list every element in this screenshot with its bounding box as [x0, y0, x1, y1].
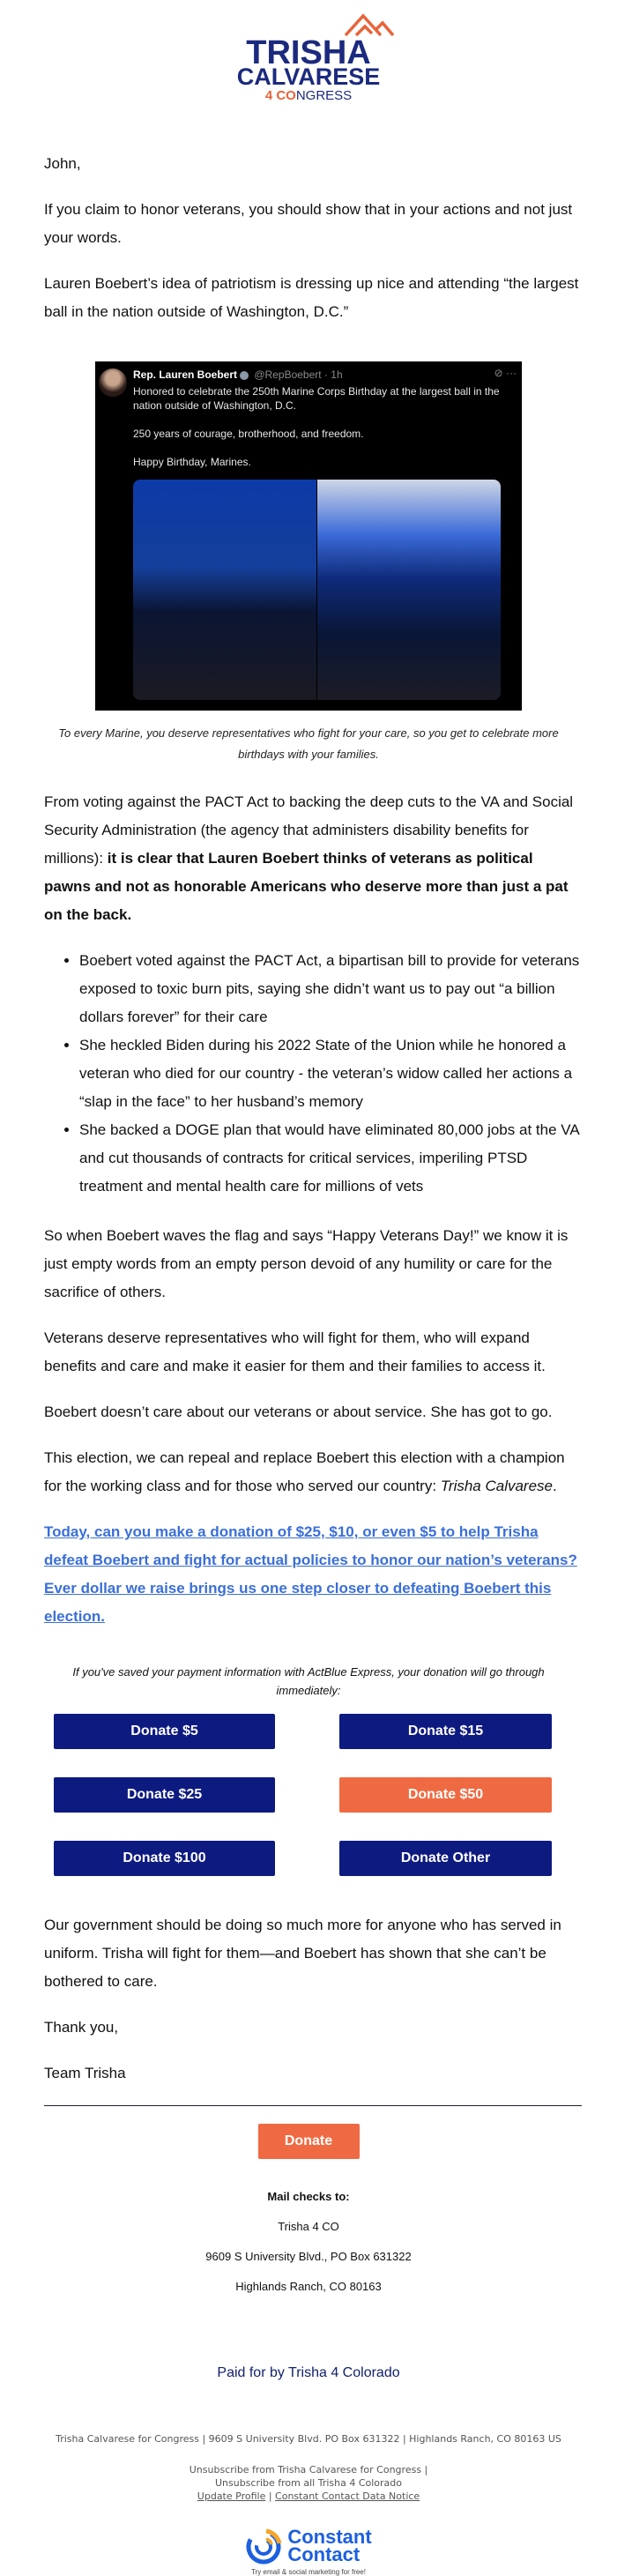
tweet-photo-group	[133, 480, 316, 700]
election-text: This election, we can repeal and replace Boebert this election with a champion for the working class and for those who served our country:	[44, 1449, 565, 1494]
paragraph: Boebert doesn’t care about our veterans or about service. She has got to go.	[44, 1403, 553, 1420]
intro-paragraph: If you claim to honor veterans, you should show that in your actions and not just your words.	[44, 201, 573, 246]
footer-address: Trisha Calvarese for Congress | 9609 S University Blvd. PO Box 631322 | Highlands Ranch, CO 80163 US	[56, 2433, 561, 2445]
image-caption: To every Marine, you deserve representatives who fight for your care, so you get to celebrate more birthdays with your families.	[58, 726, 559, 761]
logo-line3	[35, 88, 582, 103]
tweet-line: Honored to celebrate the 250th Marine Corps Birthday at the largest ball in the nation outside of Washington, D.C.	[133, 385, 500, 412]
tweet-line: Happy Birthday, Marines.	[133, 456, 251, 468]
donate-buttons	[35, 1714, 582, 1876]
intro-paragraph: Lauren Boebert’s idea of patriotism is dressing up nice and attending “the largest ball in the nation outside of Washington, D.C.”	[44, 275, 579, 320]
logo-rest: NGRESS	[295, 88, 353, 103]
cc-word: Contact	[287, 2543, 361, 2565]
election-paragraph	[44, 1444, 582, 1500]
tweet-handle: @RepBoebert · 1h	[254, 369, 343, 381]
mail-checks	[35, 2189, 582, 2295]
donate-50-button[interactable]: Donate $50	[339, 1777, 552, 1813]
tweet-screenshot	[95, 361, 522, 711]
data-notice-link[interactable]: Constant Contact Data Notice	[275, 2490, 420, 2502]
paid-for-disclaimer: Paid for by Trisha 4 Colorado	[217, 2365, 400, 2380]
pact-paragraph	[44, 788, 582, 929]
donate-15-button[interactable]: Donate $15	[339, 1714, 552, 1749]
mail-line: Highlands Ranch, CO 80163	[235, 2280, 382, 2293]
mail-heading: Mail checks to:	[267, 2190, 350, 2203]
tweet-menu-icon: ⊘ ···	[494, 367, 517, 379]
footer	[35, 2432, 582, 2503]
donate-25-button[interactable]: Donate $25	[54, 1777, 275, 1813]
thanks: Thank you,	[44, 2019, 119, 2036]
logo-line2: CALVARESE	[236, 63, 381, 90]
tweet-author: Rep. Lauren Boebert	[133, 369, 238, 381]
paragraph: So when Boebert waves the flag and says “Happy Veterans Day!” we know it is just empty words from an empty person devoid of any humility or care for the sacrifice of others.	[44, 1227, 569, 1300]
donate-5-button[interactable]: Donate $5	[54, 1714, 275, 1749]
list-item: • Boebert voted against the PACT Act, a bipartisan bill to provide for veterans exposed to toxic burn pits, saying she didn’t want us to pay out “a billion dollars forever” for their care	[79, 947, 582, 1031]
constant-contact-icon	[245, 2528, 282, 2565]
closing-paragraph: Our government should be doing so much more for anyone who has served in uniform. Trisha will fight for them—and Boebert has shown that she can’t be bothered to care.	[44, 1917, 561, 1990]
separator: |	[421, 2464, 428, 2475]
tweet-header	[133, 369, 343, 381]
cc-word: Constant	[287, 2526, 372, 2548]
pact-bold: it is clear that Lauren Boebert thinks of veterans as political pawns and not as honorable Americans who deserve more than just a pat on the back.	[44, 850, 569, 923]
avatar	[99, 369, 127, 397]
period: .	[553, 1478, 557, 1494]
logo-accent: 4 CO	[264, 88, 296, 103]
divider	[44, 2105, 582, 2106]
bullet-list	[44, 947, 582, 1201]
candidate-name: Trisha Calvarese	[440, 1478, 554, 1494]
unsubscribe-link[interactable]: Unsubscribe from Trisha Calvarese for Congress	[189, 2464, 422, 2475]
tweet-text	[133, 384, 515, 469]
update-profile-link[interactable]: Update Profile	[197, 2490, 266, 2502]
list-item: • She heckled Biden during his 2022 State of the Union while he honored a veteran who died for our country - the veteran’s widow called her actions a “slap in the face” to her husband’s memory	[79, 1031, 582, 1116]
separator: |	[265, 2490, 276, 2502]
constant-contact-logo[interactable]	[35, 2528, 582, 2565]
donate-other-button[interactable]: Donate Other	[339, 1841, 552, 1876]
list-item: • She backed a DOGE plan that would have eliminated 80,000 jobs at the VA and cut thousands of contracts for critical services, imperiling PTSD treatment and mental health care for millions of vets	[79, 1116, 582, 1201]
tweet-photo-ballroom	[317, 480, 501, 700]
mail-line: Trisha 4 CO	[278, 2220, 339, 2233]
greeting: John,	[44, 155, 81, 172]
signature: Team Trisha	[44, 2065, 126, 2081]
campaign-logo	[35, 0, 582, 115]
paragraph: Veterans deserve representatives who will fight for them, who will expand benefits and care and make it easier for them and their families to access it.	[44, 1329, 546, 1374]
pact-text: From voting against the PACT Act to backing the deep cuts to the VA and Social Security Administration (the agency that administers disability benefits for millions):	[44, 793, 574, 867]
cc-tagline: Try email & social marketing for free!	[251, 2568, 366, 2576]
actblue-note: If you've saved your payment information with ActBlue Express, your donation will go through immediately:	[72, 1665, 545, 1697]
verified-icon	[240, 371, 249, 380]
donate-button[interactable]: Donate	[258, 2124, 360, 2159]
donation-cta-link[interactable]: Today, can you make a donation of $25, $10, or even $5 to help Trisha defeat Boebert and fight for actual policies to honor our nation’s veterans? Ever dollar we raise brings us one step closer to defeating Boebert this election.	[44, 1523, 577, 1625]
donate-100-button[interactable]: Donate $100	[54, 1841, 275, 1876]
logo-line1: TRISHA	[246, 34, 371, 71]
mail-line: 9609 S University Blvd., PO Box 631322	[205, 2250, 412, 2263]
tweet-line: 250 years of courage, brotherhood, and freedom.	[133, 428, 364, 440]
unsubscribe-all-link[interactable]: Unsubscribe from all Trisha 4 Colorado	[214, 2477, 403, 2489]
